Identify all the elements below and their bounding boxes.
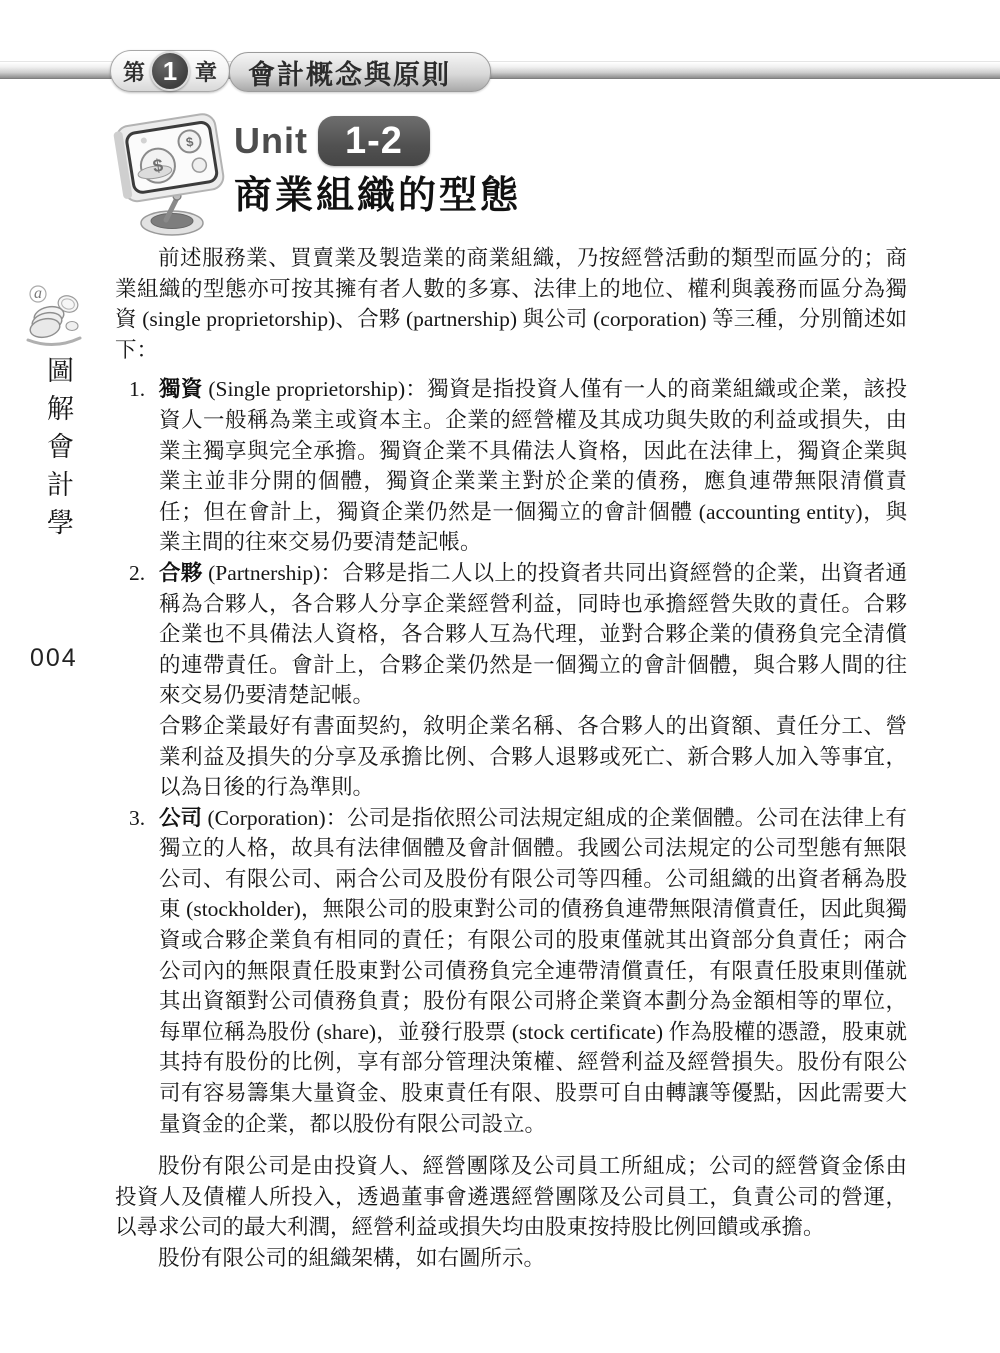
- list-item-sole-proprietorship: [129, 374, 907, 558]
- intro-paragraph: 前述服務業、買賣業及製造業的商業組織，乃按經營活動的類型而區分的；商業組織的型態亦可按其擁有者人數的多寡、法律上的地位、權利與義務而區分為獨資 (single proprietorship)、合夥 (partnership) 與公司 (corporation) 等三種，分別簡述如下：: [115, 246, 907, 362]
- list-item-corporation: [129, 803, 907, 1140]
- list-item-number: 1.: [129, 377, 146, 402]
- list-item-partnership: [129, 558, 907, 803]
- monitor-with-coins-icon: [106, 104, 234, 238]
- list-item-number: 2.: [129, 560, 146, 585]
- closing-paragraph-2: 股份有限公司的組織架構，如右圖所示。: [158, 1246, 546, 1270]
- list-item-body: 獨資是指投資人僅有一人的商業組織或企業，該投資人一般稱為業主或資本主。企業的經營權及其成功與失敗的利益或損失，由業主獨享與完全承擔。獨資企業不具備法人資格，因此在法律上，獨資企業與業主並非分開的個體，獨資企業業主對於企業的債務，應負連帶無限清償責任；但在會計上，獨資企業仍然是一個獨立的會計個體 (accounting entity)，與業主間的往來交易仍要清楚記帳。: [159, 377, 907, 555]
- closing-paragraph-1: 股份有限公司是由投資人、經營團隊及公司員工所組成；公司的經營資金係由投資人及債權人所投入，透過董事會遴選經營團隊及公司員工，負責公司的營運，以尋求公司的最大利潤，經營利益或損失均由股東按持股比例回饋或承擔。: [115, 1154, 907, 1240]
- chapter-prefix: 第: [123, 59, 146, 85]
- list-item-term-en: (Single proprietorship)：: [202, 377, 428, 402]
- chapter-label: [110, 50, 230, 92]
- list-item-body: 合夥是指二人以上的投資者共同出資經營的企業，出資者通稱為合夥人，各合夥人分享企業經營利益，同時也承擔經營失敗的責任。合夥企業也不具備法人資格，各合夥人互為代理，並對合夥企業的債務負完全清償的連帶責任。會計上，合夥企業仍然是一個獨立的會計個體，與合夥人間的往來交易仍要清楚記帳。: [159, 560, 907, 708]
- list-item-term: 合夥: [159, 560, 203, 585]
- business-types-list: [115, 374, 907, 1139]
- svg-text:$: $: [184, 133, 195, 150]
- list-item-term-en: (Corporation)：: [202, 805, 348, 830]
- chapter-number-circle: 1: [150, 51, 190, 91]
- unit-label: Unit: [234, 120, 308, 161]
- list-item-note: 合夥企業最好有書面契約，敘明企業名稱、各合夥人的出資額、責任分工、營業利益及損失的分享及承擔比例、合夥人退夥或死亡、新合夥人加入等事宜，以為日後的行為準則。: [159, 713, 907, 800]
- unit-heading: [234, 116, 430, 166]
- book-title-vertical: 圖解會計學: [43, 356, 73, 546]
- list-item-number: 3.: [129, 805, 146, 830]
- chapter-suffix: 章: [195, 59, 218, 85]
- unit-number-badge: 1-2: [318, 116, 430, 166]
- body-text: [115, 243, 907, 1274]
- list-item-term-en: (Partnership)：: [202, 560, 343, 585]
- list-item-term: 公司: [159, 805, 203, 830]
- chapter-title: 會計概念與原則: [248, 59, 451, 90]
- list-item-body: 公司是指依照公司法規定組成的企業個體。公司在法律上有獨立的人格，故具有法律個體及會計個體。我國公司法規定的公司型態有無限公司、有限公司、兩合公司及股份有限公司等四種。公司組織的出資者稱為股東 (stockholder)，無限公司的股東對公司的債務負連帶無限清償責任，因此與獨資或合夥企業負有相同的責任；有限公司的股東僅就其出資部分負責任；兩合公司內的無限責任股東對公司債務負完全連帶清償責任，有限責任股東則僅就其出資額對公司債務負責；股份有限公司將企業資本劃分為金額相等的單位，每單位稱為股份 (share)，並發行股票 (stock certificate) 作為股權的憑證，股東就其持有股份的比例，享有部分管理決策權、經營利益及經營損失。股份有限公司有容易籌集大量資金、股東責任有限、股票可自由轉讓等優點，因此需要大量資金的企業，都以股份有限公司設立。: [159, 805, 907, 1136]
- chapter-title-strip: [229, 52, 491, 92]
- unit-title: 商業組織的型態: [234, 175, 522, 217]
- svg-text:$: $: [151, 154, 165, 177]
- page-number: 004: [30, 644, 78, 672]
- svg-text:a: a: [34, 285, 42, 302]
- coin-stack-sketch-icon: [16, 282, 88, 352]
- list-item-term: 獨資: [159, 377, 203, 402]
